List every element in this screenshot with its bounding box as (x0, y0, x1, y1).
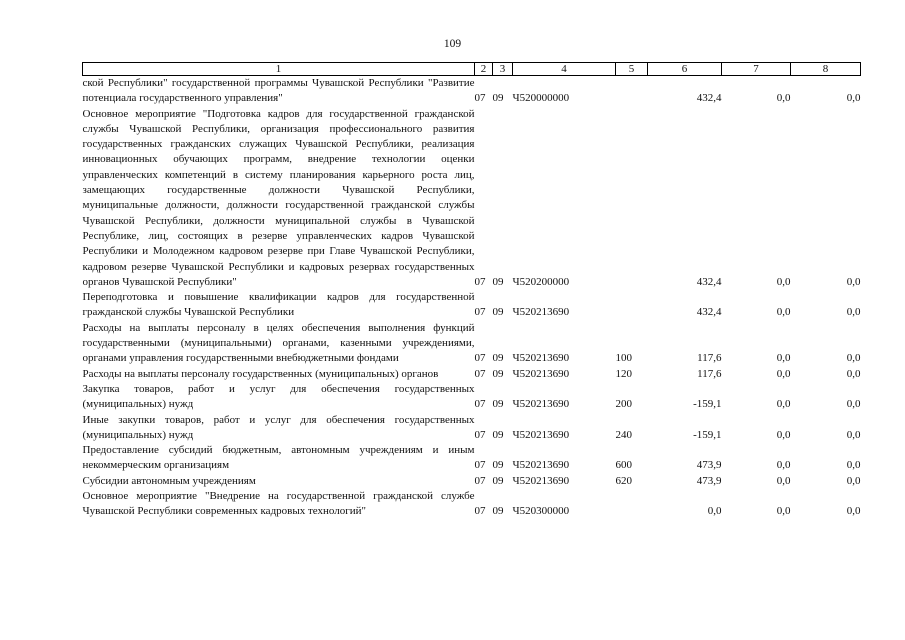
column-header: 2 (475, 63, 493, 76)
row-description: Расходы на выплаты персоналу в целях обеспечения выполнения функций государственными (муниципальными) органами, казенными учреждениями, органами управления государственными внебюджетными фондами (82, 321, 475, 365)
subsection-code: 09 (492, 352, 504, 365)
table-row (83, 107, 861, 291)
subsection-code: 09 (492, 474, 504, 487)
row-description: Закупка товаров, работ и услуг для обеспечения государственных (муниципальных) нужд (82, 382, 475, 411)
table-row (83, 76, 861, 107)
table-row (83, 443, 861, 474)
amount-col-7: 0,0 (776, 398, 791, 411)
expense-type-code: 600 (615, 459, 632, 472)
amount-col-7: 0,0 (776, 367, 791, 380)
row-description: Иные закупки товаров, работ и услуг для обеспечения государственных (муниципальных) нужд (82, 413, 475, 441)
subsection-code: 09 (492, 505, 504, 518)
row-description: Субсидии автономным учреждениям (82, 474, 256, 487)
amount-col-8: 0,0 (846, 398, 861, 411)
column-header: 3 (493, 63, 513, 76)
amount-change: 432,4 (696, 275, 722, 288)
section-code: 07 (474, 367, 486, 380)
amount-col-8: 0,0 (846, 306, 861, 319)
subsection-code: 09 (492, 398, 504, 411)
section-code: 07 (474, 428, 486, 441)
target-article-code: Ч520213690 (512, 474, 570, 487)
expense-type-code (616, 489, 648, 520)
expense-type-code (616, 76, 648, 107)
column-header: 4 (513, 63, 616, 76)
table-row (83, 413, 861, 444)
amount-col-7: 0,0 (776, 306, 791, 319)
subsection-code: 09 (492, 459, 504, 472)
column-header: 8 (791, 63, 861, 76)
expense-type-code: 620 (615, 474, 632, 487)
target-article-code: Ч520213690 (512, 367, 570, 380)
target-article-code: Ч520000000 (512, 92, 570, 105)
section-code: 07 (474, 505, 486, 518)
expense-type-code: 200 (615, 398, 632, 411)
target-article-code: Ч520213690 (512, 428, 570, 441)
column-header-row (83, 63, 861, 76)
expense-type-code (616, 290, 648, 321)
expense-type-code: 240 (615, 428, 632, 441)
column-header: 1 (83, 63, 475, 76)
row-description: Предоставление субсидий бюджетным, автономным учреждениям и иным некоммерческим организациям (82, 444, 475, 472)
target-article-code: Ч520213690 (512, 306, 570, 319)
table-row (83, 489, 861, 520)
amount-change: 473,9 (696, 459, 722, 472)
amount-change: 473,9 (696, 474, 722, 487)
subsection-code: 09 (492, 92, 504, 105)
amount-change: 432,4 (696, 92, 722, 105)
amount-col-8: 0,0 (846, 352, 861, 365)
amount-change: 432,4 (696, 306, 722, 319)
amount-col-7: 0,0 (776, 92, 791, 105)
row-description: ской Республики" государственной программы Чувашской Республики "Развитие потенциала государственного управления" (82, 77, 475, 105)
amount-col-8: 0,0 (846, 505, 861, 518)
table-row (83, 290, 861, 321)
section-code: 07 (474, 474, 486, 487)
target-article-code: Ч520213690 (512, 459, 570, 472)
table-row (83, 321, 861, 367)
expense-type-code: 100 (615, 352, 632, 365)
target-article-code: Ч520213690 (512, 398, 570, 411)
amount-col-8: 0,0 (846, 367, 861, 380)
amount-change: 0,0 (707, 505, 722, 518)
subsection-code: 09 (492, 306, 504, 319)
amount-col-7: 0,0 (776, 505, 791, 518)
amount-change: 117,6 (697, 367, 722, 380)
amount-col-8: 0,0 (846, 92, 861, 105)
subsection-code: 09 (492, 275, 504, 288)
target-article-code: Ч520200000 (512, 275, 570, 288)
page-number: 109 (443, 38, 462, 50)
amount-col-7: 0,0 (776, 275, 791, 288)
amount-col-7: 0,0 (776, 352, 791, 365)
row-description: Основное мероприятие "Внедрение на государственной гражданской службе Чувашской Республики современных кадровых технологий" (82, 490, 475, 518)
table-row (83, 474, 861, 489)
subsection-code: 09 (492, 428, 504, 441)
column-header: 7 (722, 63, 791, 76)
column-header: 6 (648, 63, 722, 76)
column-header: 5 (616, 63, 648, 76)
section-code: 07 (474, 275, 486, 288)
amount-col-8: 0,0 (846, 275, 861, 288)
amount-change: -159,1 (693, 398, 722, 411)
amount-col-7: 0,0 (776, 474, 791, 487)
expense-type-code (616, 107, 648, 291)
table-row (83, 382, 861, 413)
section-code: 07 (474, 459, 486, 472)
budget-table (82, 62, 861, 520)
amount-change: 117,6 (697, 352, 722, 365)
amount-col-7: 0,0 (776, 428, 791, 441)
row-description: Расходы на выплаты персоналу государственных (муниципальных) органов (82, 367, 439, 380)
section-code: 07 (474, 92, 486, 105)
row-description: Переподготовка и повышение квалификации кадров для государственной гражданской службы Чувашской Республики (82, 291, 475, 319)
amount-col-8: 0,0 (846, 428, 861, 441)
amount-col-8: 0,0 (846, 474, 861, 487)
section-code: 07 (474, 352, 486, 365)
section-code: 07 (474, 306, 486, 319)
table-row (83, 367, 861, 382)
subsection-code: 09 (492, 367, 504, 380)
amount-change: -159,1 (693, 428, 722, 441)
section-code: 07 (474, 398, 486, 411)
amount-col-8: 0,0 (846, 459, 861, 472)
target-article-code: Ч520300000 (512, 505, 570, 518)
target-article-code: Ч520213690 (512, 352, 570, 365)
amount-col-7: 0,0 (776, 459, 791, 472)
expense-type-code: 120 (615, 367, 632, 380)
row-description: Основное мероприятие "Подготовка кадров для государственной гражданской службы Чувашской Республики, организация профессионального развития государственных гражданских служащих Чувашской Республики, реализация инновационных обучающих программ, внедрение технологии оценки управленческих компетенций в систему планирования карьерного роста лиц, замещающих государственные должности Чувашской Республики, муниципальные должности, должности государственной гражданской службы Чувашской Республики, должности муниципальной службы в Чувашской Республике, лиц, состоящих в резерве управленческих кадров Чувашской Республики и Молодежном кадровом резерве при Главе Чувашской Республики, кадровом резерве Чувашской Республики и кадровых резервах государственных органов Чувашской Республики" (82, 107, 475, 288)
